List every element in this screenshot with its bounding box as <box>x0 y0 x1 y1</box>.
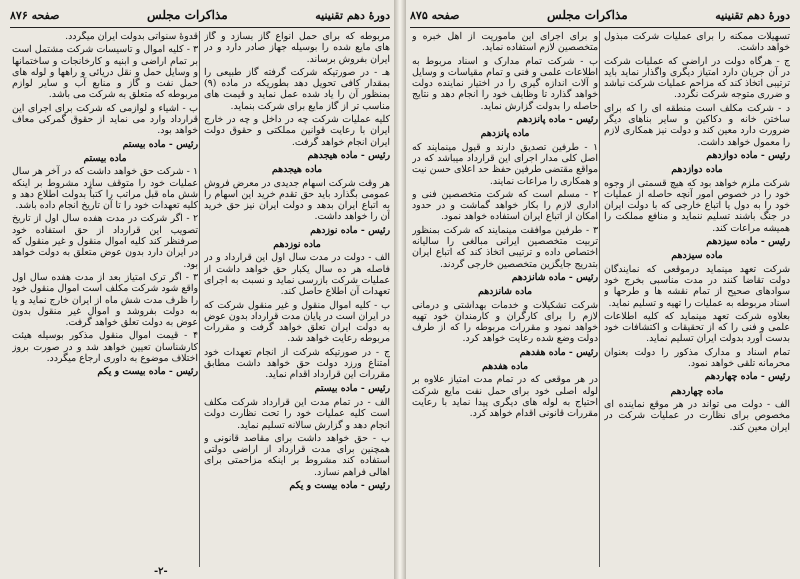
speaker-line: رئیس - ماده چهاردهم <box>704 371 790 383</box>
paragraph: شرکت ملزم خواهد بود که هیچ قسمتی از وجوه خود را در خصوص امور آنچه حاصله از عملیات خود را به دول یا اتباع خارجی که با دولت ایران در جنگ باشند تسلیم ننماید و منافع مملکت را همیشه مراعات کند. <box>604 177 790 234</box>
left-page-column-right <box>204 31 390 569</box>
paragraph: ج - هرگاه دولت در اراضی که عملیات شرکت در آن جریان دارد امتیاز دیگری واگذار نماید باید ترتیبی اتخاذ کند که مزاحم عملیات شرکت نباشد و ضرری متوجه شرکت نگردد. <box>604 55 790 101</box>
paragraph: ب - شرکت تمام مدارک و اسناد مربوط به اطلاعات علمی و فنی و تمام مقیاسات و وسایل و آلات اندازه گیری را در اختیار نماینده دولت خواهد گذارد تا وظایف خود را انجام دهد و نتایج حاصله را بدولت گزارش نماید. <box>412 55 598 112</box>
speaker-line: رئیس - ماده بیستم <box>314 382 390 394</box>
right-page-session: دورهٔ دهم تقنینیه <box>715 8 790 22</box>
paragraph: قدوهٔ سنواتی بدولت ایران میگردد. <box>65 31 198 42</box>
speaker-line: رئیس - ماده پانزدهم <box>516 114 598 126</box>
left-page-column-left <box>12 31 198 569</box>
paragraph: شرکت تعهد مینماید درموقعی که نمایندگان دولت تقاضا کنند در مدت مناسبی بخرج خود سوادهای صحیح از تمام نقشه ها و طرحها و اسناد مربوطه به عملیات را تهیه و تسلیم نماید. <box>604 263 790 309</box>
right-page-number: صفحه ۸۷۵ <box>410 8 460 22</box>
speaker-line: رئیس - ماده بیست و یکم <box>289 479 390 491</box>
speaker-line: رئیس - ماده نوزدهم <box>310 224 390 236</box>
paragraph: ج - در صورتیکه شرکت از انجام تعهدات خود امتناع ورزد دولت حق خواهد داشت مطابق مقررات این قرارداد اقدام نماید. <box>204 346 390 381</box>
paragraph: ۴ - قیمت اموال منقول مذکور بوسیله هیئت کارشناسان تعیین خواهد شد و در صورت بروز اختلاف موضوع به داوری ارجاع میگردد. <box>12 330 198 365</box>
speaker-line: رئیس - ماده دوازدهم <box>706 149 790 161</box>
right-page-header <box>410 6 790 24</box>
article-heading: ماده هفدهم <box>481 361 529 373</box>
article-heading: ماده نوزدهم <box>273 239 321 251</box>
right-page-column-left <box>412 31 598 569</box>
speaker-line: رئیس - ماده هفدهم <box>519 346 598 358</box>
left-page-header <box>10 6 390 24</box>
header-rule <box>410 27 790 28</box>
left-page-number: صفحه ۸۷۶ <box>10 8 60 22</box>
paragraph: در هر موقعی که در تمام مدت امتیاز علاوه بر لوله اصلی خود برای حمل نفت مایع شرکت احتیاج به لوله های دیگری پیدا نماید با رعایت مقررات قانونی اقدام خواهد کرد. <box>412 374 598 420</box>
speaker-line: رئیس - ماده سیزدهم <box>706 236 790 248</box>
paragraph: تمام اسناد و مدارک مذکور را دولت بعنوان محرمانه تلقی خواهد نمود. <box>604 346 790 370</box>
article-heading: ماده چهاردهم <box>670 385 724 397</box>
paragraph: ب - اشیاء و لوازمی که شرکت برای اجرای این قرارداد وارد می نماید از حقوق گمرکی معاف خواهد بود. <box>12 102 198 137</box>
header-rule <box>10 27 390 28</box>
paragraph: ب - حق خواهد داشت برای مقاصد قانونی و همچنین برای مدت قرارداد از اراضی دولتی استفاده کند مشروط بر اینکه مزاحمتی برای اهالی فراهم نسازد. <box>204 432 390 478</box>
paragraph: ۱ - شرکت حق خواهد داشت که در آخر هر سال عملیات خود را متوقف سازد مشروط بر اینکه شش ماه قبل مراتب را کتباً بدولت اطلاع دهد و کلیه تعهدات خود را تا آن تاریخ انجام داده باشد. <box>12 166 198 212</box>
left-page-footer-number: -۲- <box>154 566 168 577</box>
paragraph: کلیه عملیات شرکت چه در داخل و چه در خارج ایران با رعایت قوانین مملکتی و حقوق دولت ایران انجام خواهد گرفت. <box>204 114 390 148</box>
speaker-line: رئیس - ماده بیستم <box>122 138 198 150</box>
paragraph: د - شرکت مکلف است منطقه ای را که برای ساختن خانه و دکاکین و سایر بناهای دیگر ضرورت دارد معین کند و دولت نیز همکاری لازم را معمول خواهد داشت. <box>604 102 790 148</box>
paragraph: هر وقت شرکت اسهام جدیدی در معرض فروش عمومی بگذارد باید حق تقدم خرید این اسهام را به اتباع ایران بدهد و دولت ایران نیز حق خرید آن را خواهد داشت. <box>204 177 390 223</box>
paragraph: شرکت تشکیلات و خدمات بهداشتی و درمانی لازم را برای کارگران و کارمندان خود تهیه خواهد نمود و مقررات مربوطه را که از طرف دولت وضع شده رعایت خواهد کرد. <box>412 299 598 345</box>
paragraph: مربوطه که برای حمل انواع گاز بسازد و گاز های مایع شده را بوسیله جهاز صادر دارد و در ایران بفروش برساند. <box>204 31 390 65</box>
column-divider <box>199 31 200 567</box>
paragraph: ۳ - طرفین موافقت مینمایند که شرکت بمنظور تربیت متخصصین ایرانی مبالغی را سالیانه اختصاص داده و ترتیبی اتخاذ کند که اتباع ایران بتدریج جایگزین متخصصین خارجی گردند. <box>412 224 598 270</box>
article-heading: ماده شانزدهم <box>477 286 533 298</box>
left-page <box>4 0 396 579</box>
left-page-title: مذاکرات مجلس <box>147 8 228 22</box>
speaker-line: رئیس - ماده شانزدهم <box>511 271 598 283</box>
right-page-title: مذاکرات مجلس <box>547 8 628 22</box>
article-heading: ماده بیستم <box>83 152 127 164</box>
article-heading: ماده هیجدهم <box>271 164 323 176</box>
paragraph: الف - در تمام مدت این قرارداد شرکت مکلف است کلیه عملیات خود را تحت نظارت دولت انجام دهد و گزارش سالانه تسلیم نماید. <box>204 396 390 431</box>
paragraph: الف - دولت می تواند در هر موقع نماینده ای مخصوص برای نظارت در عملیات شرکت در ایران معین کند. <box>604 398 790 433</box>
article-heading: ماده دوازدهم <box>671 164 723 176</box>
paragraph: تسهیلات ممکنه را برای عملیات شرکت مبذول خواهد داشت. <box>604 31 790 54</box>
speaker-line: رئیس - ماده هیجدهم <box>307 149 390 161</box>
paragraph: ۱ - طرفین تصدیق دارند و قبول مینمایند که اصل کلی مدار اجرای این قرارداد میباشد که در مواقع مقتضی طرفین حفظ حد اعلای حسن نیت و همکاری را مراعات نمایند. <box>412 141 598 187</box>
article-heading: ماده پانزدهم <box>480 128 530 140</box>
paragraph: ۳ - کلیه اموال و تاسیسات شرکت مشتمل است بر تمام اراضی و ابنیه و کارخانجات و ساختمانها و وسایل حمل و نقل دریائی و راهها و لوله های حمل نفت و گاز و منابع آب و سایر لوازم مربوطه که متعلق به شرکت می باشد. <box>12 44 198 101</box>
paragraph: الف - دولت در مدت سال اول این قرارداد و در فاصله هر ده سال یکبار حق خواهد داشت از عملیات شرکت بازرسی نماید و نسبت به اجرای تعهدات آن اطلاع حاصل کند. <box>204 252 390 298</box>
left-page-session: دورهٔ دهم تقنینیه <box>315 8 390 22</box>
paragraph: ۲ - مسلم است که شرکت متخصصین فنی و اداری لازم را بکار خواهد گماشت و در حدود امکان از اتباع ایران استفاده خواهد نمود. <box>412 188 598 223</box>
speaker-line: رئیس - ماده بیست و یکم <box>97 366 198 378</box>
right-page-column-right <box>604 31 790 569</box>
paragraph: ۳ - اگر ترک امتیاز بعد از مدت هفده سال اول واقع شود شرکت مکلف است اموال منقول خود را ظرف مدت شش ماه از ایران خارج نماید و یا به دولت بفروشد و اموال غیر منقول بدون عوض به دولت تعلق خواهد گرفت. <box>12 271 198 329</box>
paragraph: ب - کلیه اموال منقول و غیر منقول شرکت که در ایران است در پایان مدت قرارداد بدون عوض به دولت ایران تعلق خواهد گرفت و مقررات مربوطه رعایت خواهد شد. <box>204 299 390 345</box>
column-divider <box>599 31 600 567</box>
article-heading: ماده سیزدهم <box>671 250 723 262</box>
right-page <box>404 0 796 579</box>
paragraph: هـ - در صورتیکه شرکت گرفته گاز طبیعی را بمقدار کافی تحویل دهد بطوریکه در ماده (۹) بمنظور آن را یاد شده عمل نماید و قیمت های مناسب تر از گاز مایع برای شرکت بنماید. <box>204 66 390 112</box>
paragraph: ۲ - اگر شرکت در مدت هفده سال اول از تاریخ تصویب این قرارداد از حق استفاده خود صرفنظر کند کلیه اموال منقول و غیر منقول که در ایران دارد بدون عوض متعلق به دولت خواهد بود. <box>12 213 198 270</box>
paragraph: و برای اجرای این ماموریت از اهل خبره و متخصصین لازم استفاده نماید. <box>412 31 598 54</box>
paragraph: بعلاوه شرکت تعهد مینماید که کلیه اطلاعات علمی و فنی را که از تحقیقات و اکتشافات خود بدست آورد بدولت ایران تسلیم نماید. <box>604 310 790 345</box>
